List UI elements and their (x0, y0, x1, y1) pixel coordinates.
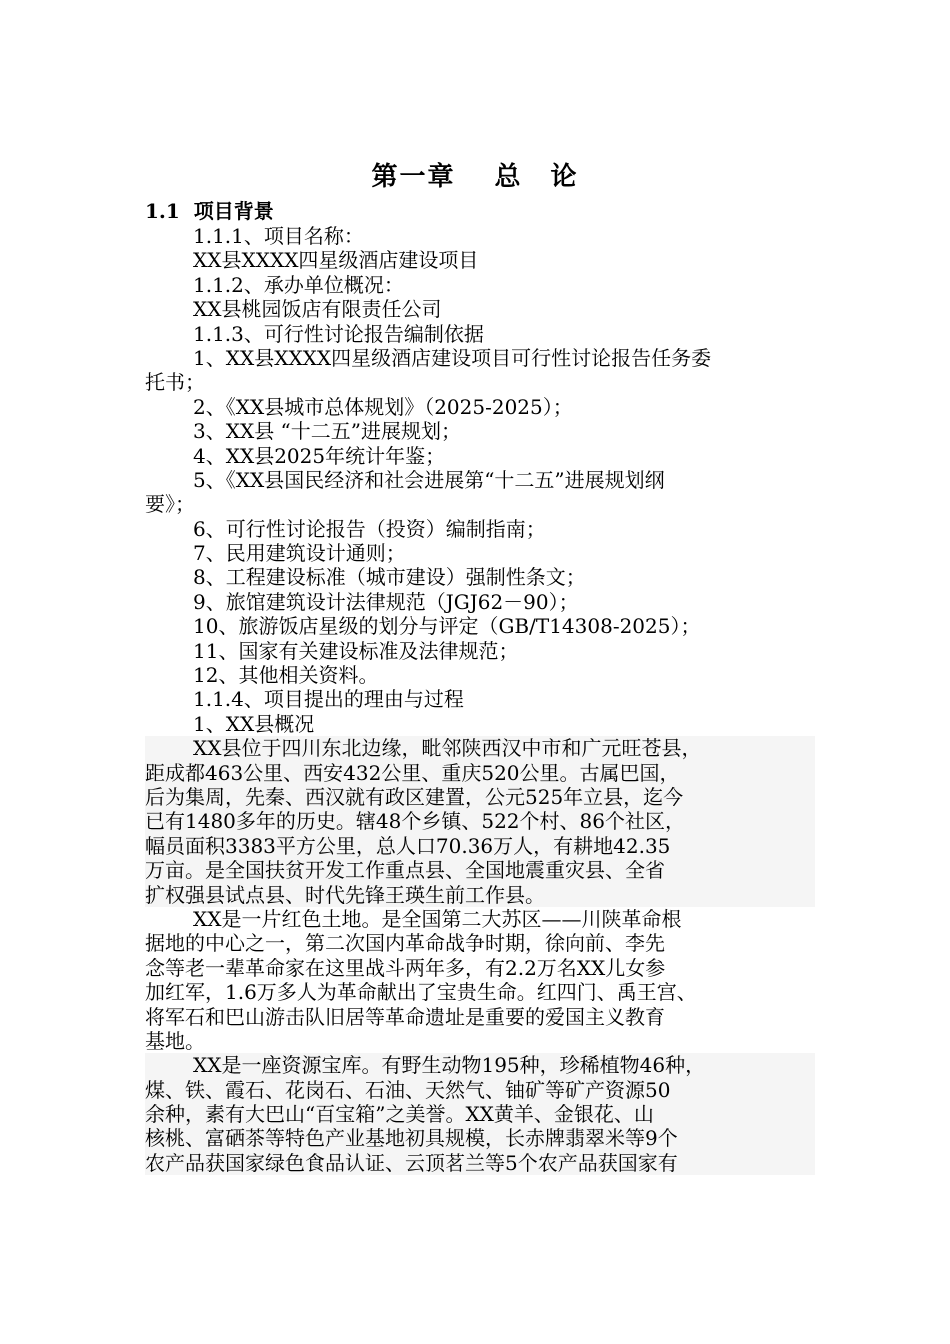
text-line: 将军石和巴山游击队旧居等革命遗址是重要的爱国主义教育 (145, 1004, 665, 1029)
text-line: 1.1.3、可行性讨论报告编制依据 (193, 321, 484, 346)
text-line: XX是一片红色土地。是全国第二大苏区——川陕革命根 (193, 906, 682, 931)
text-line: 要》； (145, 492, 195, 517)
text-line: 1.1.4、项目提出的理由与过程 (193, 687, 464, 712)
text-line: 5、《XX县国民经济和社会进展第“十二五”进展规划纲 (193, 467, 665, 492)
text-line: 扩权强县试点县、时代先锋王瑛生前工作县。 (145, 883, 815, 907)
text-line: 7、民用建筑设计通则； (193, 541, 406, 566)
text-line: 加红军，1.6万多人为革命献出了宝贵生命。红四门、禹王宫、 (145, 980, 697, 1005)
text-line: 农产品获国家绿色食品认证、云顶茗兰等5个农产品获国家有 (145, 1151, 815, 1175)
text-line: 1.1.2、承办单位概况： (193, 272, 404, 297)
text-line: 1.1.1、项目名称： (193, 224, 364, 248)
body-text (145, 224, 815, 1175)
text-line: 1、XX县XXXX四星级酒店建设项目可行性讨论报告任务委 (193, 345, 712, 370)
text-line: XX县桃园饭店有限责任公司 (193, 297, 442, 322)
text-line: 念等老一辈革命家在这里战斗两年多，有2.2万名XX儿女参 (145, 955, 666, 980)
text-line: XX县XXXX四星级酒店建设项目 (193, 248, 479, 273)
text-line: XX是一座资源宝库。有野生动物195种，珍稀植物46种， (145, 1053, 815, 1077)
text-line: 后为集周，先秦、西汉就有政区建置，公元525年立县，迄今 (145, 785, 815, 809)
text-line: 8、工程建设标准（城市建设）强制性条文； (193, 565, 586, 590)
text-line: 余种，素有大巴山“百宝箱”之美誉。XX黄羊、金银花、山 (145, 1102, 815, 1126)
text-line: 11、国家有关建设标准及法律规范； (193, 638, 519, 663)
chapter-title: 第一章 总 论 (371, 162, 579, 192)
text-line: 幅员面积3383平方公里，总人口70.36万人，有耕地42.35 (145, 834, 815, 858)
text-line: 煤、铁、霞石、花岗石、石油、天然气、铀矿等矿产资源50 (145, 1078, 815, 1102)
text-line: 6、可行性讨论报告（投资）编制指南； (193, 516, 546, 541)
text-line: 托书； (145, 370, 205, 395)
text-line: 距成都463公里、西安432公里、重庆520公里。古属巴国， (145, 761, 815, 785)
text-line: 4、XX县2025年统计年鉴； (193, 443, 446, 468)
text-line: 核桃、富硒茶等特色产业基地初具规模，长赤牌翡翠米等9个 (145, 1126, 815, 1150)
section-heading: 1.1 项目背景 (145, 199, 274, 223)
text-line: 1、XX县概况 (193, 711, 315, 736)
text-line: 2、《XX县城市总体规划》（2025-2025）； (193, 394, 573, 419)
text-line: 3、XX县 “十二五”进展规划； (193, 419, 462, 444)
text-line: 12、其他相关资料。 (193, 663, 379, 688)
text-line: 10、旅游饭店星级的划分与评定（GB/T14308-2025）； (193, 614, 701, 639)
text-line: 已有1480多年的历史。辖48个乡镇、522个村、86个社区， (145, 809, 815, 833)
text-line: 据地的中心之一，第二次国内革命战争时期，徐向前、李先 (145, 931, 665, 956)
text-line: XX县位于四川东北边缘，毗邻陕西汉中市和广元旺苍县， (145, 736, 815, 760)
text-line: 万亩。是全国扶贫开发工作重点县、全国地震重灾县、全省 (145, 858, 815, 882)
text-line: 9、旅馆建筑设计法律规范（JGJ62－90）； (193, 589, 579, 614)
text-line: 基地。 (145, 1028, 205, 1053)
